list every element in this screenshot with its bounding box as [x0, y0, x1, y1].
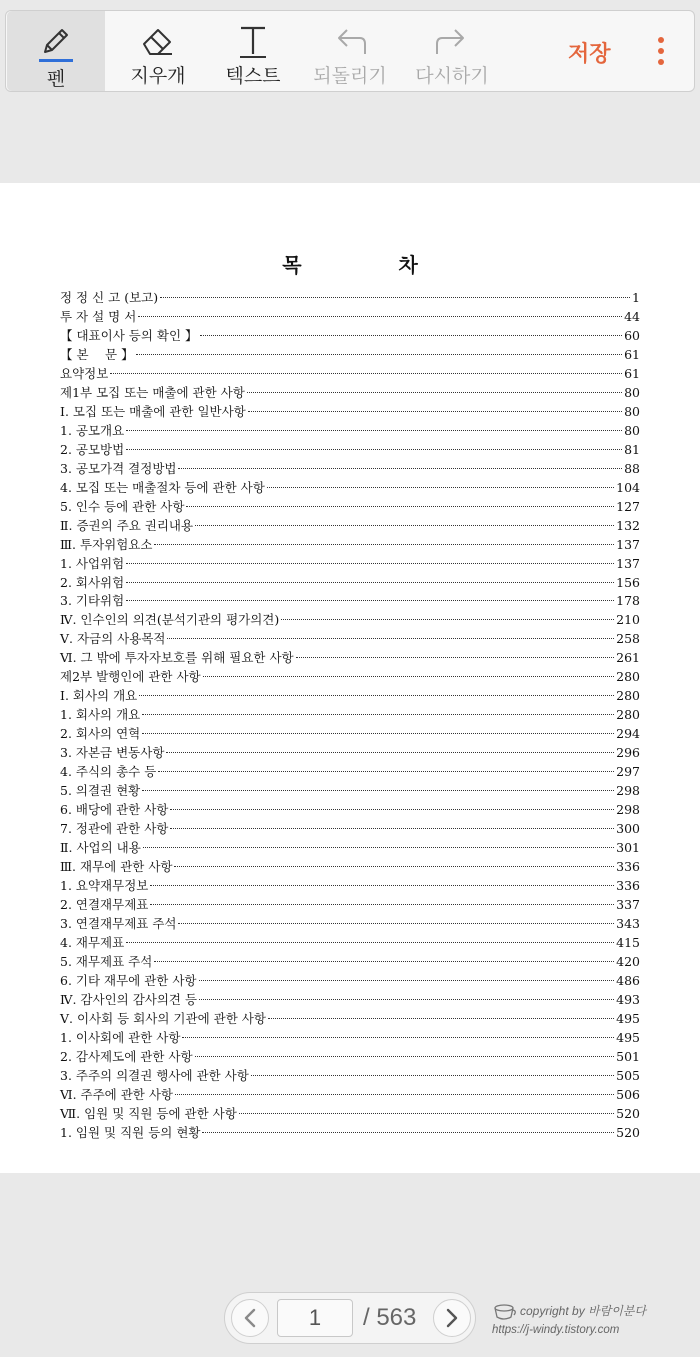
next-page-button[interactable]	[433, 1299, 471, 1337]
toc-entry-page: 280	[616, 669, 640, 685]
toc-dot-leader	[158, 757, 614, 776]
toc-entry-title: 2. 회사위험	[60, 574, 125, 590]
toc-entry-title: Ⅶ. 임원 및 직원 등에 관한 사항	[60, 1105, 237, 1121]
toc-entry-page: 156	[616, 574, 640, 590]
toc-entry-title: 2. 공모방법	[60, 441, 125, 457]
toc-entry-title: 4. 주식의 총수 등	[60, 764, 157, 780]
toc-dot-leader	[167, 624, 614, 643]
toc-entry-page: 505	[616, 1067, 640, 1083]
text-tool-button[interactable]	[206, 11, 300, 91]
toc-entry-page: 301	[616, 840, 640, 856]
toc-entry-page: 520	[616, 1124, 640, 1140]
toc-dot-leader	[138, 302, 622, 321]
toc-dot-leader	[170, 795, 614, 814]
toc-entry-title: 제2부 발행인에 관한 사항	[60, 669, 201, 685]
toc-entry-title: 1. 공모개요	[60, 422, 125, 438]
toc-entry-page: 178	[616, 593, 640, 609]
toc-entry	[60, 302, 640, 324]
toc-entry-page: 420	[616, 953, 640, 969]
toc-dot-leader	[182, 1023, 614, 1042]
toc-dot-leader	[136, 340, 623, 359]
page-navigator	[224, 1292, 476, 1344]
toc-dot-leader	[296, 643, 615, 662]
toc-entry-title: 3. 기타위험	[60, 593, 125, 609]
toc-entry-title: Ⅳ. 인수인의 의견(분석기관의 평가의견)	[60, 612, 280, 628]
toc-dot-leader	[199, 985, 614, 1004]
toc-dot-leader	[126, 587, 614, 606]
toc-dot-leader	[248, 397, 622, 416]
pen-icon	[36, 23, 76, 58]
toc-dot-leader	[139, 681, 614, 700]
toc-entry-title: 3. 공모가격 결정방법	[60, 460, 177, 476]
toc-dot-leader	[142, 719, 614, 738]
toc-entry	[60, 852, 640, 875]
toc-dot-leader	[267, 473, 614, 492]
toc-entry-title: Ⅱ. 사업의 내용	[60, 840, 141, 856]
toc-entry-title: 3. 연결재무제표 주석	[60, 915, 177, 931]
toc-entry-page: 486	[616, 972, 640, 988]
toc-entry	[60, 549, 640, 571]
document-page	[0, 183, 700, 1173]
toc-dot-leader	[200, 321, 623, 340]
toc-entry-title: 제1부 모집 또는 매출에 관한 사항	[60, 384, 245, 400]
toc-entry	[60, 587, 640, 609]
toc-entry-page: 280	[616, 688, 640, 704]
toc-dot-leader	[143, 833, 614, 852]
toc-entry-page: 81	[624, 441, 640, 457]
active-tool-indicator	[39, 59, 73, 62]
toc-entry	[60, 928, 640, 950]
toc-entry-page: 300	[616, 821, 640, 837]
toc-entry-page: 210	[616, 612, 640, 628]
toc-entry-title: 7. 정관에 관한 사항	[60, 821, 169, 837]
toc-entry-title: Ⅰ. 회사의 개요	[60, 688, 138, 704]
toc-dot-leader	[195, 511, 614, 530]
toc-entry-title: Ⅴ. 이사회 등 회사의 기관에 관한 사항	[60, 1010, 266, 1026]
toc-entry	[60, 947, 640, 969]
toc-entry-title: 6. 배당에 관한 사항	[60, 802, 169, 818]
toc-dot-leader	[186, 492, 614, 511]
toc-entry-page: 495	[616, 1029, 640, 1045]
more-vertical-icon[interactable]	[654, 37, 668, 67]
toc-entry-page: 61	[624, 365, 640, 381]
eraser-tool-label: 지우개	[130, 65, 186, 87]
redo-button[interactable]	[404, 11, 500, 91]
save-button[interactable]: 저장	[568, 42, 611, 67]
toc-entry-title: 5. 재무제표 주석	[60, 953, 153, 969]
toc-entry-title: Ⅱ. 증권의 주요 권리내용	[60, 517, 194, 533]
toc-entry-page: 261	[616, 650, 640, 666]
toc-entry	[60, 719, 640, 742]
coffee-cup-icon	[492, 1302, 518, 1322]
eraser-tool-button[interactable]	[110, 11, 206, 91]
watermark	[490, 1300, 695, 1348]
toc-dot-leader	[126, 568, 614, 587]
toc-entry-page: 493	[616, 991, 640, 1007]
toc-dot-leader	[154, 947, 614, 966]
toc-entry-title: 3. 자본금 변동사항	[60, 745, 165, 761]
toc-entry	[60, 454, 640, 476]
toc-entry	[60, 605, 640, 628]
toc-dot-leader	[174, 852, 614, 871]
toc-entry	[60, 321, 640, 343]
toc-entry	[60, 681, 640, 704]
toc-entry-page: 137	[616, 536, 640, 552]
toc-dot-leader	[150, 890, 614, 909]
toc-entry-page: 137	[616, 555, 640, 571]
toc-entry-page: 60	[624, 327, 640, 343]
toc-entry-title: Ⅲ. 투자위험요소	[60, 536, 153, 552]
toc-entry-title: Ⅴ. 자금의 사용목적	[60, 631, 166, 647]
toc-entry-page: 506	[616, 1086, 640, 1102]
toc-entry-title: Ⅲ. 재무에 관한 사항	[60, 859, 173, 875]
toc-dot-leader	[268, 1004, 614, 1023]
toc-entry-page: 280	[616, 707, 640, 723]
toc-entry	[60, 416, 640, 438]
toc-entry-page: 80	[624, 384, 640, 400]
toc-entry-page: 298	[616, 802, 640, 818]
toc-entry-title: 3. 주주의 의결권 행사에 관한 사항	[60, 1067, 249, 1083]
toc-entry-page: 501	[616, 1048, 640, 1064]
pen-tool-button[interactable]	[7, 11, 105, 91]
toc-dot-leader	[154, 530, 614, 549]
toc-entry	[60, 776, 640, 799]
toc-entry	[60, 435, 640, 457]
toc-dot-leader	[126, 928, 614, 947]
toc-entry-title: 2. 연결재무제표	[60, 896, 149, 912]
toc-entry-page: 343	[616, 915, 640, 931]
toc-dot-leader	[175, 1080, 614, 1099]
toc-entry-title: 정 정 신 고 (보고)	[60, 289, 159, 305]
toc-entry-title: 1. 사업위험	[60, 555, 125, 571]
toc-entry-page: 520	[616, 1105, 640, 1121]
toc-entry-page: 415	[616, 934, 640, 950]
toc-entry-page: 44	[624, 308, 640, 324]
toc-entry-page: 258	[616, 631, 640, 647]
toc-entry	[60, 700, 640, 723]
toc-entry-title: 요약정보	[60, 365, 109, 381]
toc-entry-page: 1	[632, 289, 640, 305]
toc-dot-leader	[247, 378, 622, 397]
toc-entry	[60, 283, 640, 305]
chevron-right-icon	[444, 1307, 460, 1329]
toc-entry-page: 80	[624, 422, 640, 438]
toc-entry-page: 495	[616, 1010, 640, 1026]
toc-dot-leader	[239, 1099, 614, 1118]
toc-entry-page: 296	[616, 745, 640, 761]
toc-entry-title: 5. 인수 등에 관한 사항	[60, 498, 185, 514]
toc-entry-title: Ⅳ. 감사인의 감사의견 등	[60, 991, 198, 1007]
toc-dot-leader	[142, 700, 614, 719]
toc-dot-leader	[160, 283, 630, 302]
toc-entry-title: 1. 임원 및 직원 등의 현황	[60, 1124, 201, 1140]
toc-dot-leader	[142, 776, 614, 795]
annotation-toolbar	[5, 10, 695, 92]
prev-page-button[interactable]	[231, 1299, 269, 1337]
toc-entry	[60, 795, 640, 818]
toc-entry-page: 61	[624, 346, 640, 362]
toc-entry	[60, 340, 640, 362]
toc-entry-title: 【 본 문 】	[60, 346, 134, 362]
eraser-icon	[138, 23, 178, 59]
toc-dot-leader	[202, 1118, 614, 1137]
toc-entry-title: 【 대표이사 등의 확인 】	[60, 327, 198, 343]
toc-dot-leader	[251, 1061, 614, 1080]
undo-label: 되돌리기	[313, 65, 387, 87]
toc-entry-title: 6. 기타 재무에 관한 사항	[60, 972, 197, 988]
toc-entry-title: 2. 감사제도에 관한 사항	[60, 1048, 193, 1064]
toc-entry-page: 336	[616, 878, 640, 893]
toc-entry-page: 132	[616, 517, 640, 533]
toc-heading: 목 차	[282, 253, 418, 277]
toc-dot-leader	[281, 605, 614, 624]
toc-entry-title: 4. 모집 또는 매출절차 등에 관한 사항	[60, 479, 265, 495]
toc-entry-page: 80	[624, 403, 640, 419]
toc-dot-leader	[126, 435, 622, 454]
toc-dot-leader	[178, 454, 622, 473]
toc-entry	[60, 833, 640, 856]
toc-entry-page: 336	[616, 859, 640, 875]
toc-entry-title: 투 자 설 명 서	[60, 308, 137, 324]
toc-entry-title: Ⅵ. 주주에 관한 사항	[60, 1086, 173, 1102]
toc-dot-leader	[110, 359, 622, 378]
toc-entry-title: Ⅵ. 그 밖에 투자자보호를 위해 필요한 사항	[60, 650, 294, 666]
toc-dot-leader	[178, 909, 614, 928]
toc-entry-page: 88	[624, 460, 640, 476]
toc-entry-title: 5. 의결권 현황	[60, 783, 141, 799]
toc-entry-page: 294	[616, 726, 640, 742]
toc-entry-page: 297	[616, 764, 640, 780]
toc-entry	[60, 568, 640, 590]
toc-entry-title: 1. 요약재무정보	[60, 878, 149, 893]
text-tool-icon	[233, 23, 273, 59]
toc-entry	[60, 738, 640, 761]
toc-dot-leader	[203, 662, 615, 681]
toc-dot-leader	[170, 814, 614, 833]
table-of-contents	[60, 283, 640, 1140]
toc-entry	[60, 359, 640, 381]
page-number-input[interactable]	[277, 1299, 353, 1337]
toc-entry-page: 127	[616, 498, 640, 514]
undo-button[interactable]	[304, 11, 396, 91]
redo-icon	[432, 23, 472, 59]
toc-dot-leader	[199, 966, 615, 985]
watermark-copyright: copyright by 바람이분다	[520, 1304, 646, 1318]
toc-entry-title: Ⅰ. 모집 또는 매출에 관한 일반사항	[60, 403, 246, 419]
watermark-url: https://j-windy.tistory.com	[492, 1324, 620, 1336]
toc-dot-leader	[150, 871, 614, 890]
toc-dot-leader	[166, 738, 614, 757]
redo-label: 다시하기	[415, 65, 489, 87]
toc-dot-leader	[195, 1042, 615, 1061]
toc-dot-leader	[126, 549, 614, 568]
toc-entry-title: 1. 회사의 개요	[60, 707, 141, 723]
page-total: / 563	[363, 1304, 417, 1331]
text-tool-label: 텍스트	[225, 65, 281, 87]
undo-icon	[330, 23, 370, 59]
toc-entry-title: 2. 회사의 연혁	[60, 726, 141, 742]
toc-entry-title: 4. 재무제표	[60, 934, 125, 950]
toc-entry-title: 1. 이사회에 관한 사항	[60, 1029, 181, 1045]
pen-tool-label: 펜	[46, 68, 66, 90]
chevron-left-icon	[242, 1307, 258, 1329]
toc-entry	[60, 378, 640, 400]
toc-entry-page: 337	[616, 896, 640, 912]
toc-entry-page: 298	[616, 783, 640, 799]
toc-entry-page: 104	[616, 479, 640, 495]
toc-dot-leader	[126, 416, 622, 435]
